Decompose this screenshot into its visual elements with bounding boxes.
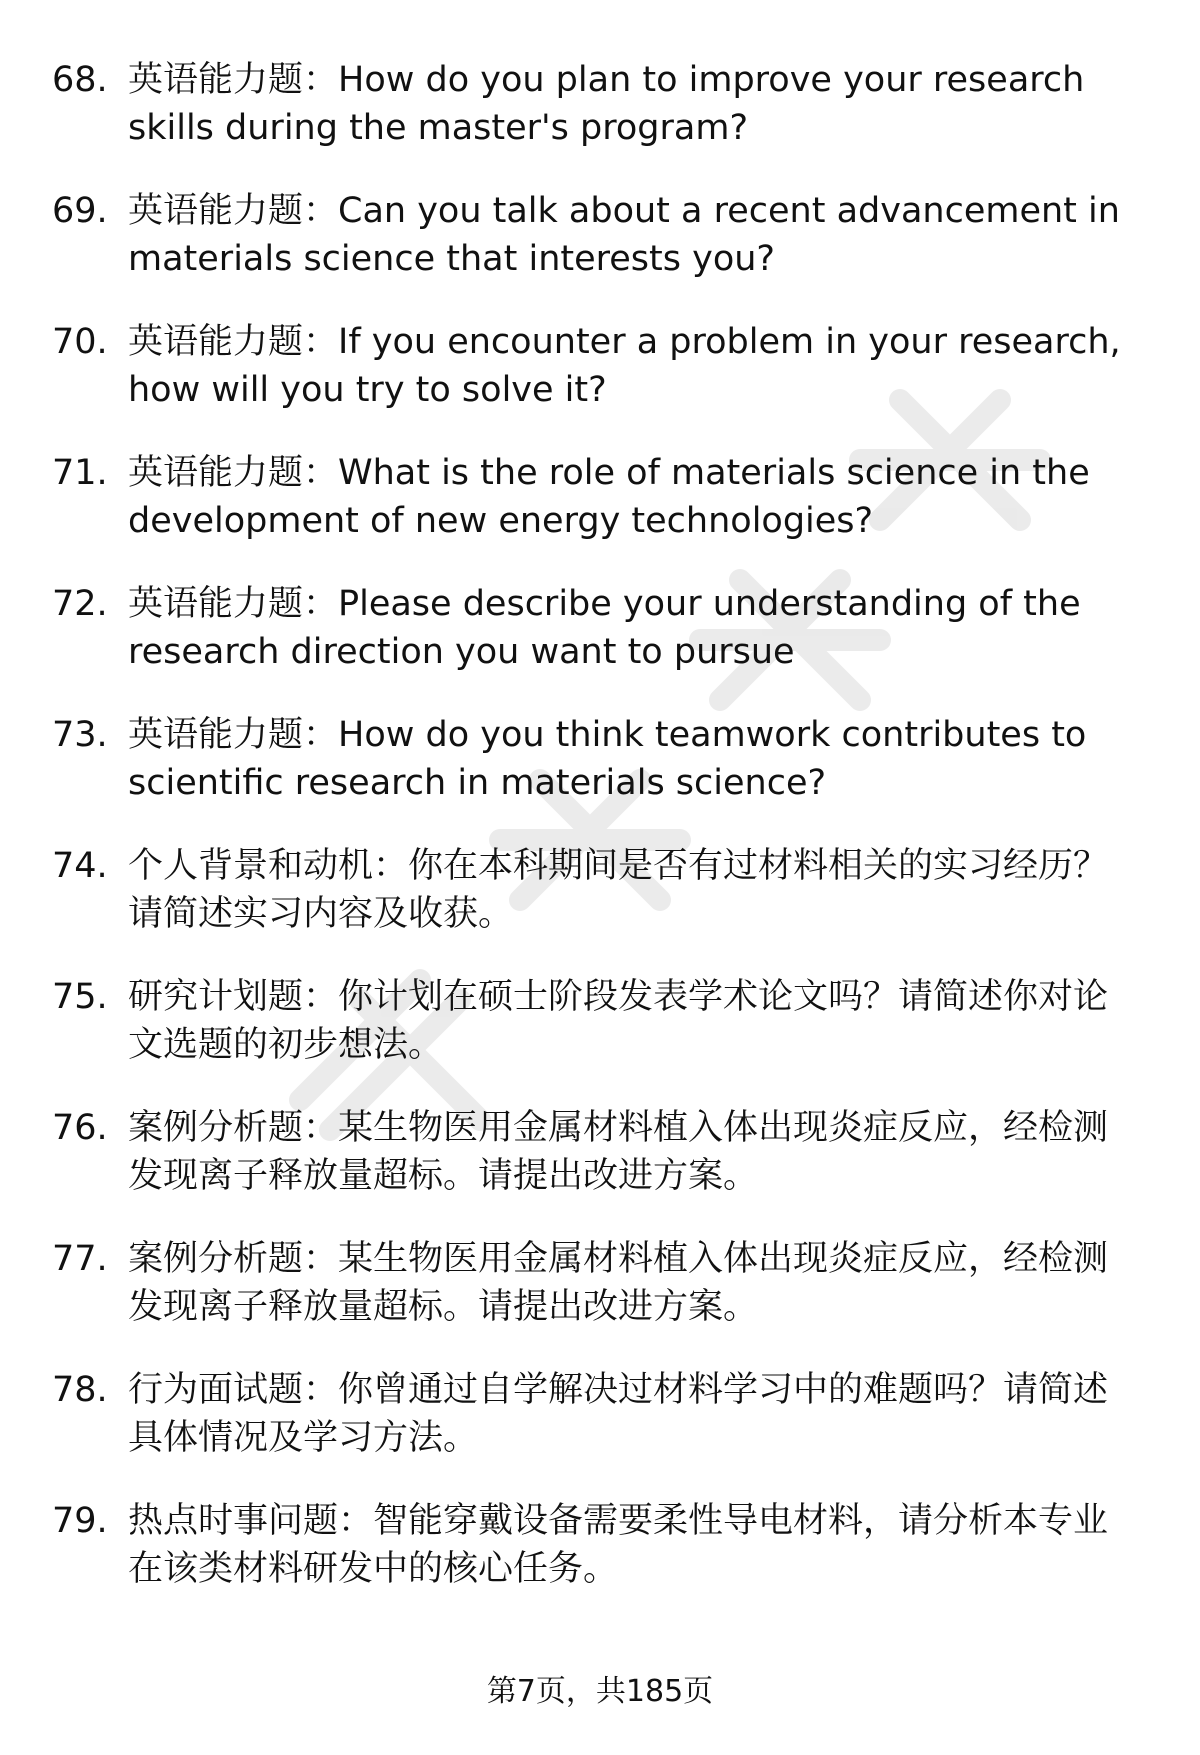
question-item	[0, 1104, 1200, 1200]
question-text: 英语能力题：Please describe your understanding of the research direction you want to pursue	[128, 584, 1081, 672]
question-item	[0, 1497, 1200, 1593]
question-text: 行为面试题：你曾通过自学解决过材料学习中的难题吗？请简述具体情况及学习方法。	[128, 1370, 1109, 1458]
question-item	[0, 1235, 1200, 1331]
question-item	[0, 187, 1200, 283]
question-text: 研究计划题：你计划在硕士阶段发表学术论文吗？请简述你对论文选题的初步想法。	[128, 977, 1109, 1065]
question-item	[0, 842, 1200, 938]
question-text: 案例分析题：某生物医用金属材料植入体出现炎症反应，经检测发现离子释放量超标。请提出改进方案。	[128, 1239, 1109, 1327]
question-number: 71.	[52, 453, 108, 493]
question-number: 78.	[52, 1370, 108, 1410]
question-item	[0, 449, 1200, 545]
question-text: 英语能力题：How do you think teamwork contributes to scientific research in materials science?	[128, 715, 1087, 803]
question-number: 70.	[52, 322, 108, 362]
question-text: 英语能力题：How do you plan to improve your research skills during the master's program?	[128, 60, 1085, 148]
question-text: 英语能力题：If you encounter a problem in your research, how will you try to solve it?	[128, 322, 1121, 410]
question-number: 73.	[52, 715, 108, 755]
question-item	[0, 1366, 1200, 1462]
question-text: 英语能力题：Can you talk about a recent advancement in materials science that interests you?	[128, 191, 1120, 279]
page-number-label: 第7页，共185页	[486, 1674, 714, 1709]
question-item	[0, 318, 1200, 414]
question-text: 热点时事问题：智能穿戴设备需要柔性导电材料，请分析本专业在该类材料研发中的核心任务。	[128, 1501, 1109, 1589]
question-item	[0, 580, 1200, 676]
question-number: 69.	[52, 191, 108, 231]
question-number: 75.	[52, 977, 108, 1017]
question-number: 76.	[52, 1108, 108, 1148]
question-text: 英语能力题：What is the role of materials science in the development of new energy technologies?	[128, 453, 1090, 541]
question-text: 个人背景和动机：你在本科期间是否有过材料相关的实习经历？请简述实习内容及收获。	[128, 846, 1109, 934]
question-item	[0, 973, 1200, 1069]
question-list	[0, 56, 1200, 1628]
question-number: 74.	[52, 846, 108, 886]
page-footer	[0, 1672, 1200, 1712]
question-item	[0, 711, 1200, 807]
question-number: 79.	[52, 1501, 108, 1541]
question-number: 77.	[52, 1239, 108, 1279]
question-number: 68.	[52, 60, 108, 100]
question-text: 案例分析题：某生物医用金属材料植入体出现炎症反应，经检测发现离子释放量超标。请提出改进方案。	[128, 1108, 1109, 1196]
question-number: 72.	[52, 584, 108, 624]
question-item	[0, 56, 1200, 152]
